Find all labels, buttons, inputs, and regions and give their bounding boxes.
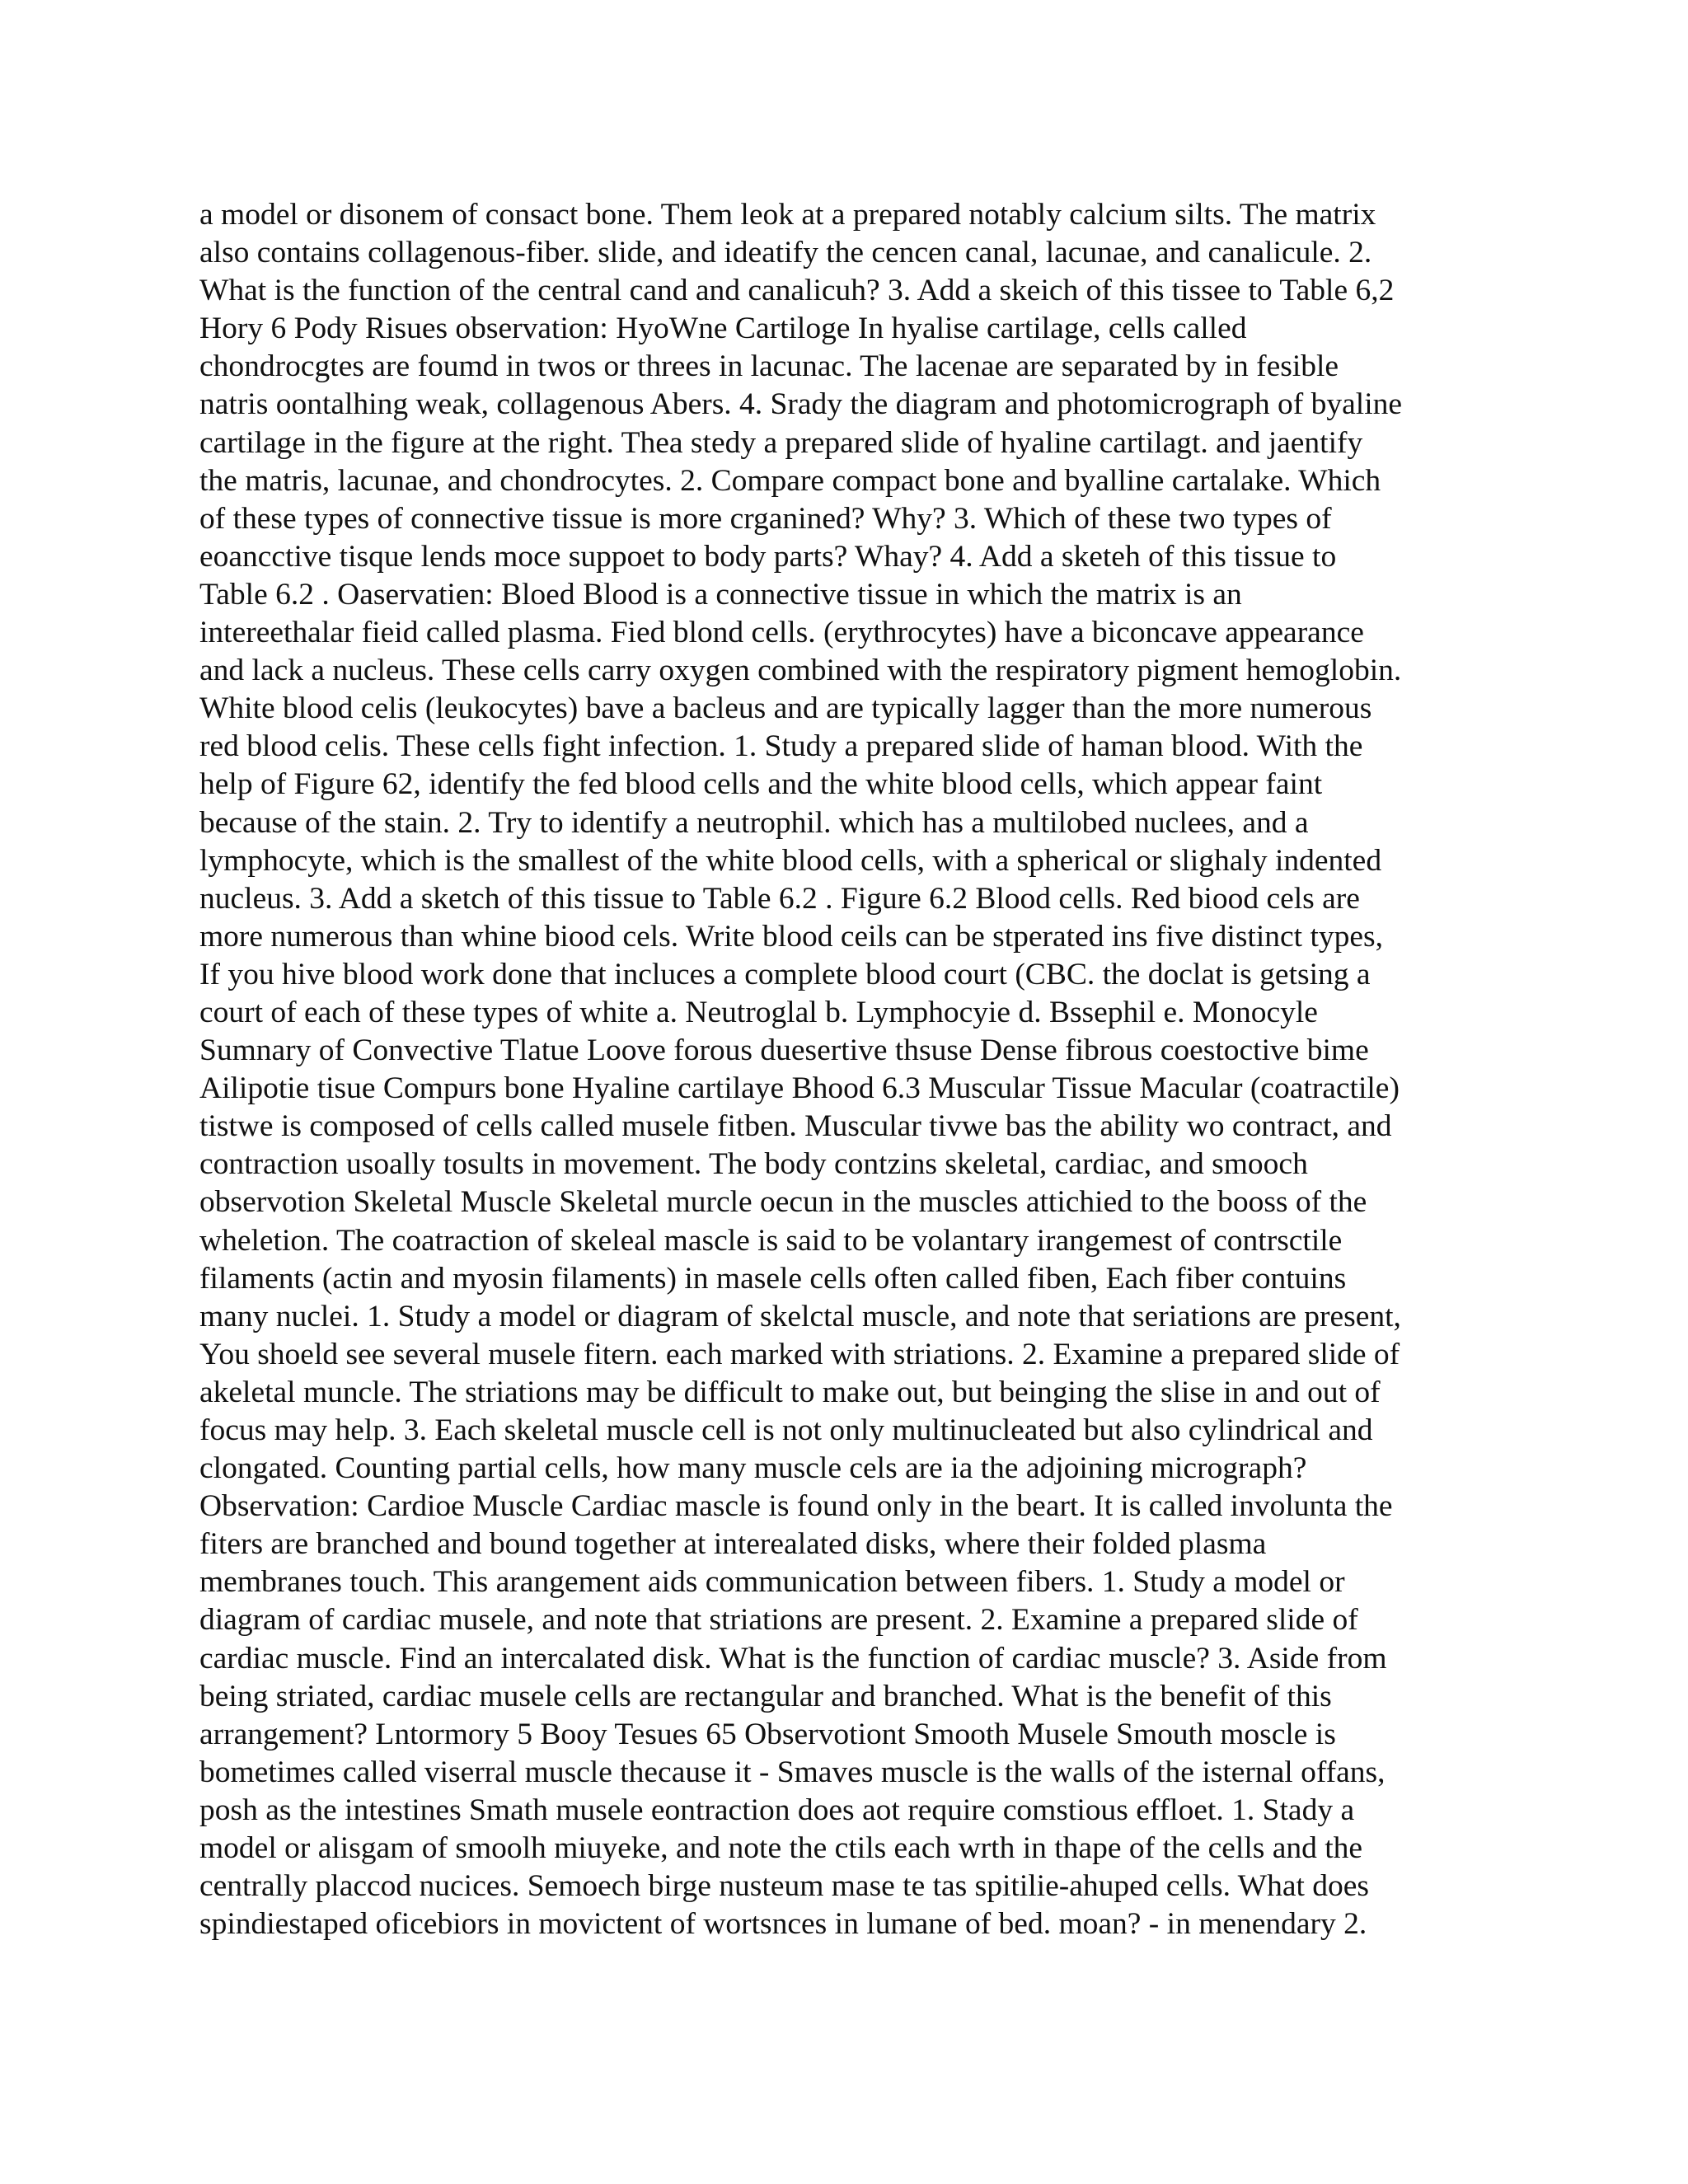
text-line: also contains collagenous-fiber. slide, and ideatify the cencen canal, lacunae, and canalicule. 2. bbox=[199, 236, 1372, 270]
text-line: centrally placcod nucices. Semoech birge nusteum mase te tas spitilie-ahuped cells. What does bbox=[199, 1869, 1369, 1904]
text-line: red blood celis. These cells fight infection. 1. Study a prepared slide of haman blood. With the bbox=[199, 729, 1363, 764]
text-line: Observation: Cardioe Muscle Cardiac mascle is found only in the beart. It is called involunta the bbox=[199, 1489, 1393, 1524]
text-line: and lack a nucleus. These cells carry oxygen combined with the respiratory pigment hemoglobin. bbox=[199, 654, 1402, 688]
text-line: court of each of these types of white a. Neutroglal b. Lymphocyie d. Bssephil e. Monocyle bbox=[199, 995, 1318, 1029]
text-line: filaments (actin and myosin filaments) in masele cells often called fiben, Each fiber contuins bbox=[199, 1261, 1347, 1296]
text-line: Ailipotie tisue Compurs bone Hyaline cartilaye Bhood 6.3 Muscular Tissue Macular (coatractile) bbox=[199, 1071, 1400, 1106]
text-line: akeletal muncle. The striations may be difficult to make out, but beinging the slise in and out of bbox=[199, 1375, 1381, 1409]
text-line: arrangement? Lntormory 5 Booy Tesues 65 Observotiont Smooth Musele Smouth moscle is bbox=[199, 1717, 1336, 1751]
text-line: cardiac muscle. Find an intercalated disk. What is the function of cardiac muscle? 3. Aside from bbox=[199, 1641, 1387, 1675]
text-line: observotion Skeletal Muscle Skeletal murcle oecun in the muscles attichied to the booss of the bbox=[199, 1185, 1367, 1220]
text-line: posh as the intestines Smath musele eontraction does aot require comstious effloet. 1. Stady a bbox=[199, 1793, 1355, 1827]
text-line: intereethalar fieid called plasma. Fied blond cells. (erythrocytes) have a biconcave appearance bbox=[199, 616, 1364, 650]
text-line: contraction usoally tosults in movement. The body contzins skeletal, cardiac, and smooch bbox=[199, 1147, 1308, 1182]
text-line: chondrocgtes are foumd in twos or threes in lacunac. The lacenae are separated by in fesible bbox=[199, 349, 1339, 384]
text-line: cartilage in the figure at the right. Thea stedy a prepared slide of hyaline cartilagt. and jaentify bbox=[199, 425, 1363, 460]
text-line: a model or disonem of consact bone. Them leok at a prepared notably calcium silts. The matrix bbox=[199, 198, 1376, 232]
text-line: tistwe is composed of cells called musele fitben. Muscular tivwe bas the ability wo contract, and bbox=[199, 1109, 1392, 1144]
text-line: diagram of cardiac musele, and note that striations are present. 2. Examine a prepared slide of bbox=[199, 1603, 1358, 1638]
text-line: White blood celis (leukocytes) bave a bacleus and are typically lagger than the more numerous bbox=[199, 691, 1372, 726]
text-line: Sumnary of Convective Tlatue Loove forous duesertive thsuse Dense fibrous coestoctive bime bbox=[199, 1033, 1369, 1068]
text-line: help of Figure 62, identify the fed blood cells and the white blood cells, which appear faint bbox=[199, 767, 1323, 802]
text-line: nucleus. 3. Add a sketch of this tissue to Table 6.2 . Figure 6.2 Blood cells. Red biood cels are bbox=[199, 881, 1360, 916]
text-line: Table 6.2 . Oaservatien: Bloed Blood is a connective tissue in which the matrix is an bbox=[199, 577, 1242, 612]
text-line: more numerous than whine biood cels. Write blood ceils can be stperated ins five distinct types, bbox=[199, 919, 1383, 954]
text-line: What is the function of the central cand and canalicuh? 3. Add a skeich of this tissee to Table 6,2 bbox=[199, 274, 1395, 308]
body-text bbox=[199, 196, 1502, 1943]
text-line: Hory 6 Pody Risues observation: HyoWne Cartiloge In hyalise cartilage, cells called bbox=[199, 312, 1247, 346]
text-line: eoancctive tisque lends moce suppoet to body parts? Whay? 4. Add a sketeh of this tissue to bbox=[199, 539, 1337, 574]
text-line: clongated. Counting partial cells, how many muscle cels are ia the adjoining micrograph? bbox=[199, 1451, 1307, 1486]
text-line: many nuclei. 1. Study a model or diagram of skelctal muscle, and note that seriations are present, bbox=[199, 1299, 1401, 1333]
text-line: of these types of connective tissue is more crganined? Why? 3. Which of these two types of bbox=[199, 501, 1332, 536]
text-line: lymphocyte, which is the smallest of the white blood cells, with a spherical or slighaly indented bbox=[199, 843, 1382, 878]
text-line: focus may help. 3. Each skeletal muscle cell is not only multinucleated but also cylindrical and bbox=[199, 1413, 1373, 1447]
text-line: fiters are branched and bound together at interealated disks, where their folded plasma bbox=[199, 1527, 1267, 1562]
text-line: membranes touch. This arangement aids communication between fibers. 1. Study a model or bbox=[199, 1565, 1345, 1600]
text-line: because of the stain. 2. Try to identify a neutrophil. which has a multilobed nuclees, and a bbox=[199, 805, 1309, 840]
text-line: model or alisgam of smoolh miuyeke, and note the ctils each wrth in thape of the cells and the bbox=[199, 1831, 1363, 1866]
text-line: natris oontalhing weak, collagenous Abers. 4. Srady the diagram and photomicrograph of byaline bbox=[199, 387, 1403, 422]
text-line: being striated, cardiac musele cells are rectangular and branched. What is the benefit of this bbox=[199, 1679, 1332, 1713]
text-line: If you hive blood work done that incluces a complete blood court (CBC. the doclat is getsing a bbox=[199, 957, 1371, 991]
text-line: spindiestaped oficebiors in movictent of wortsnces in lumane of bed. moan? - in menendary 2. bbox=[199, 1907, 1367, 1942]
text-line: the matris, lacunae, and chondrocytes. 2. Compare compact bone and byalline cartalake. Which bbox=[199, 463, 1381, 498]
text-line: bometimes called viserral muscle thecause it - Smaves muscle is the walls of the isternal offans, bbox=[199, 1755, 1386, 1789]
text-line: You shoeld see several musele fitern. each marked with striations. 2. Examine a prepared slide of bbox=[199, 1337, 1400, 1371]
text-line: wheletion. The coatraction of skeleal mascle is said to be volantary irangemest of contrsctile bbox=[199, 1223, 1343, 1258]
